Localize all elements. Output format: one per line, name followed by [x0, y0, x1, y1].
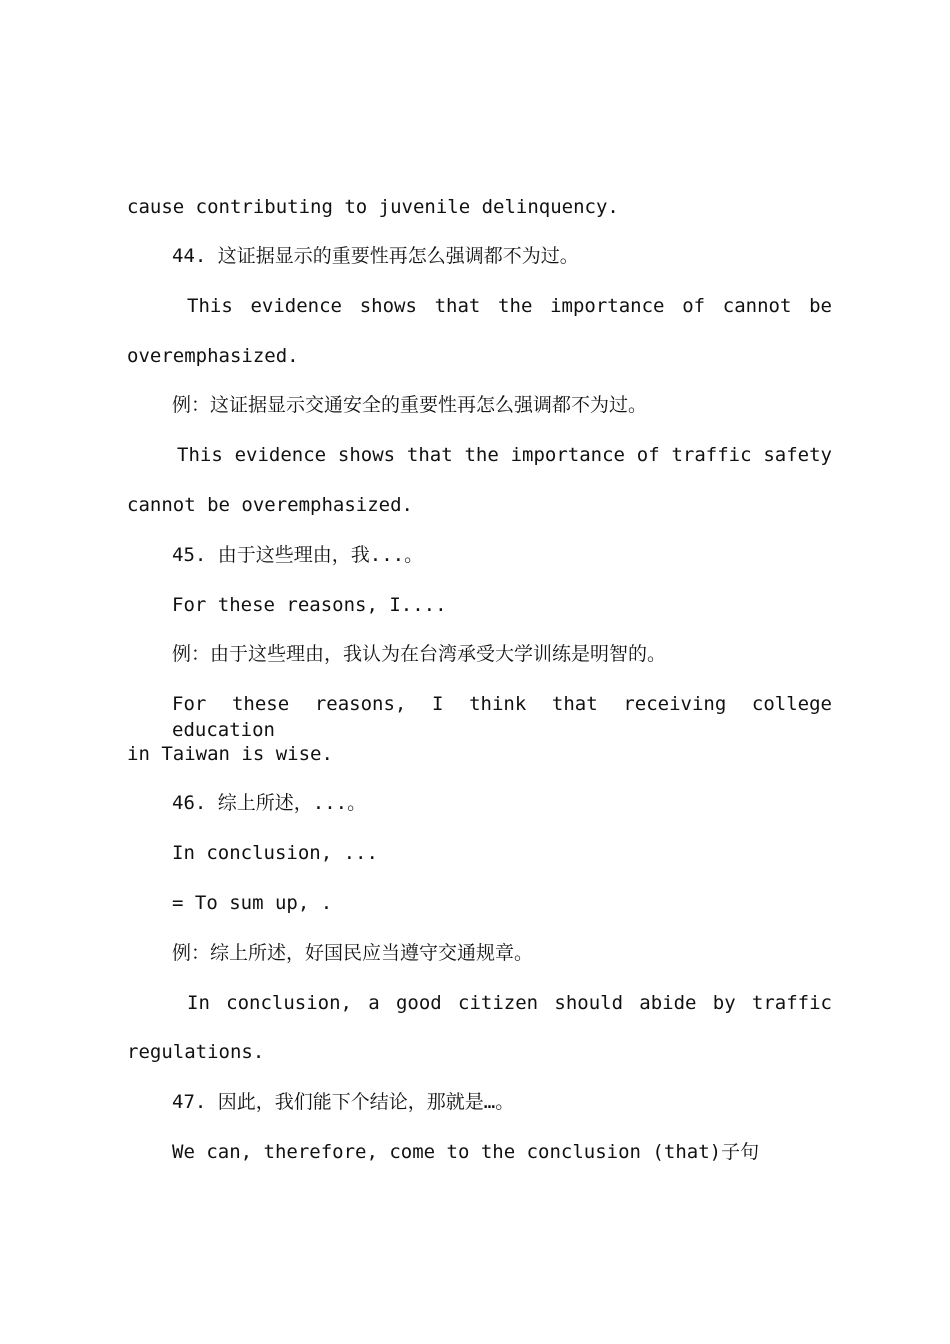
item-45-heading: 45. 由于这些理由，我...。: [172, 544, 424, 566]
text-line: = To sum up, .: [172, 892, 333, 914]
item-44-heading: 44. 这证据显示的重要性再怎么强调都不为过。: [172, 245, 579, 267]
item-47-heading: 47. 因此，我们能下个结论，那就是…。: [172, 1091, 515, 1113]
text-line: cause contributing to juvenile delinquency.: [127, 196, 619, 218]
text-line: We can, therefore, come to the conclusion (that)子句: [172, 1141, 760, 1163]
text-line: overemphasized.: [127, 345, 299, 367]
text-line: In conclusion, ...: [172, 842, 378, 864]
example-line: 例：由于这些理由，我认为在台湾承受大学训练是明智的。: [172, 643, 667, 665]
text-line: in Taiwan is wise.: [127, 743, 333, 765]
text-line: This evidence shows that the importance of traffic safety: [177, 444, 832, 466]
example-line: 例：这证据显示交通安全的重要性再怎么强调都不为过。: [172, 394, 648, 416]
text-line: For these reasons, I....: [172, 594, 447, 616]
text-line: This evidence shows that the importance of cannot be: [187, 295, 832, 317]
text-line: In conclusion, a good citizen should abide by traffic: [187, 992, 832, 1014]
example-line: 例：综上所述，好国民应当遵守交通规章。: [172, 942, 534, 964]
item-46-heading: 46. 综上所述，...。: [172, 792, 367, 814]
text-line: For these reasons, I think that receiving college education: [172, 693, 832, 741]
text-line: cannot be overemphasized.: [127, 494, 413, 516]
text-line: regulations.: [127, 1041, 265, 1063]
